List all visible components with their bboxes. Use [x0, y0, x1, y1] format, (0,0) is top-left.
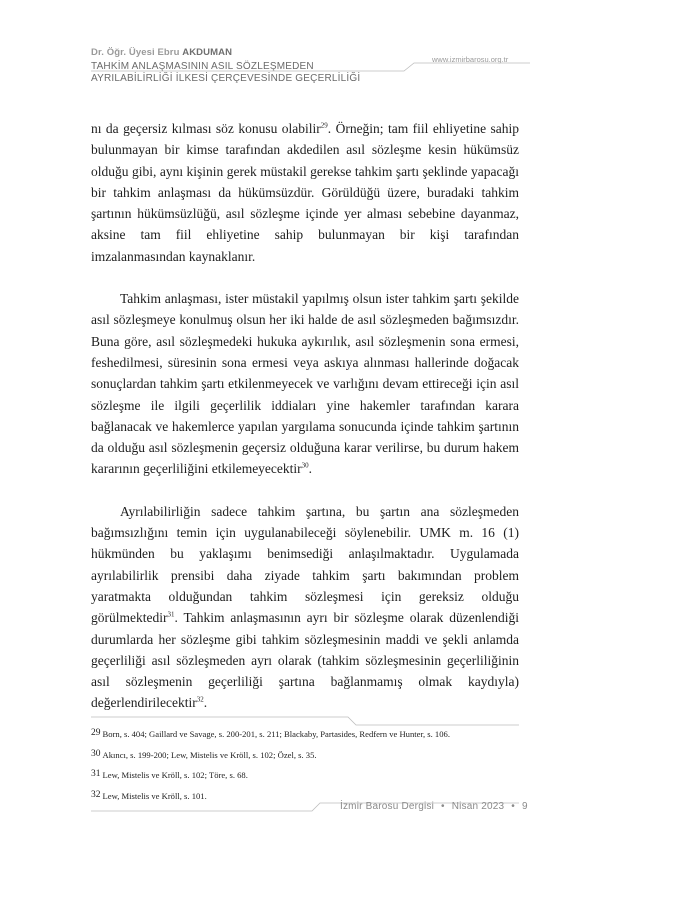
footnote-30	[91, 748, 531, 761]
footnote-29	[91, 727, 531, 740]
footnote-31	[91, 768, 531, 781]
footnotes	[91, 727, 531, 809]
paragraph-2-text-after: .	[308, 461, 313, 477]
footnote-text: Akıncı, s. 199-200; Lew, Mistelis ve Kröll, s. 102; Özel, s. 35.	[102, 749, 317, 760]
footnote-text: Lew, Mistelis ve Kröll, s. 101.	[102, 790, 207, 801]
footer-separator: •	[511, 801, 515, 812]
footnote-ref-32[interactable]: 32	[196, 695, 204, 704]
page-footer	[340, 801, 528, 812]
paragraph-1	[91, 118, 519, 267]
header-rule	[91, 63, 530, 71]
article-title-line-1: TAHKİM ANLAŞMASININ ASIL SÖZLEŞMEDEN	[91, 61, 314, 72]
paragraph-3-text-after: . Tahkim anlaşmasının ayrı bir sözleşme olarak düzenlendiği durumlarda her sözleşme gibi tahkim sözleşmesinin maddi ve şekli anlamda geçerliliği asıl sözleşmeden ayrı olarak (tahkim sözleşmesinin geçerliliğinin asıl sözleşmenin geçerliliği şartına bağlanmamış olmak kaydıyla) değerlendirilecektir	[91, 610, 519, 711]
body-text	[91, 118, 519, 714]
paragraph-3-text-end: .	[203, 695, 208, 711]
footnote-number: 31	[91, 769, 101, 779]
footnote-ref-29[interactable]: 29	[320, 121, 328, 130]
author-surname: AKDUMAN	[182, 47, 233, 58]
paragraph-2	[91, 288, 519, 480]
paragraph-1-text-after: . Örneğin; tam fiil ehliyetine sahip bulunmayan bir kimse tarafından akdedilen asıl sözleşme kesin hükümsüz olduğu gibi, aynı kişinin gerek müstakil gerekse tahkim şartı şeklinde yapacağı bir tahkim anlaşması da hükümsüzdür. Görüldüğü üzere, buradaki tahkim şartının hükümsüzlüğü, asıl sözleşme içinde yer alması sebebine dayanmaz, aksine tam fiil ehliyetine sahip bulunmayan bir kişi tarafından imzalanmasından kaynaklanır.	[91, 121, 519, 264]
footnote-ref-31[interactable]: 31	[167, 610, 175, 619]
footnote-text: Lew, Mistelis ve Kröll, s. 102; Töre, s. 68.	[102, 770, 248, 780]
footnote-number: 29	[91, 728, 101, 738]
article-title-line-2: AYRILABİLİRLİĞİ İLKESİ ÇERÇEVESİNDE GEÇERLİLİĞİ	[91, 73, 361, 84]
paragraph-3-text: Ayrılabilirliğin sadece tahkim şartına, bu şartın ana sözleşmeden bağımsızlığını temin için uygulanabileceği söylenebilir. UMK m. 16 (1) hükmünden bu yaklaşımı benimsediği anlaşılmaktadır. Uygulamada ayrılabilirlik prensibi daha ziyade tahkim şartı bakımından problem yaratmakta olduğundan tahkim sözleşmesi için gereksiz olduğu görülmektedir	[91, 503, 519, 626]
paragraph-2-text: Tahkim anlaşması, ister müstakil yapılmış olsun ister tahkim şartı şekilde asıl sözleşmeye konulmuş olsun her iki halde de asıl sözleşmeden bağımsızdır. Buna göre, asıl sözleşmedeki hukuka aykırılık, asıl sözleşmenin sona ermesi, feshedilmesi, süresinin sona ermesi veya askıya alınması hallerinde doğacak sonuçlardan tahkim şartı etkilenmeyecek ve varlığını devam ettireceği için asıl sözleşme ile ilgili geçerlilik iddiaları yine hakemler tarafından karara bağlanacak ve hakemlerce yapılan yargılama sonucunda içinde tahkim şartının da olduğu asıl sözleşmenin geçersiz olduğuna karar verilirse, bu durum hakem kararının geçerliliğini etkilemeyecektir	[91, 291, 519, 477]
journal-name: İzmir Barosu Dergisi	[340, 801, 435, 812]
website-link[interactable]: www.izmirbarosu.org.tr	[432, 55, 509, 64]
page-number: 9	[521, 801, 528, 812]
footer-separator: •	[441, 801, 445, 812]
footnote-rule	[91, 717, 519, 725]
author-prefix: Dr. Öğr. Üyesi Ebru	[91, 47, 180, 58]
footnote-number: 30	[91, 748, 101, 759]
footnote-32	[91, 789, 531, 802]
issue-date: Nisan 2023	[451, 801, 505, 812]
footnote-text: Born, s. 404; Gaillard ve Savage, s. 200-201, s. 211; Blackaby, Partasides, Redfern ve Hunter, s. 106.	[102, 729, 450, 739]
paragraph-1-text: nı da geçersiz kılması söz konusu olabilir	[91, 121, 321, 136]
paragraph-3	[91, 501, 519, 714]
footnote-number: 32	[91, 789, 101, 800]
footnote-ref-30[interactable]: 30	[301, 461, 309, 470]
